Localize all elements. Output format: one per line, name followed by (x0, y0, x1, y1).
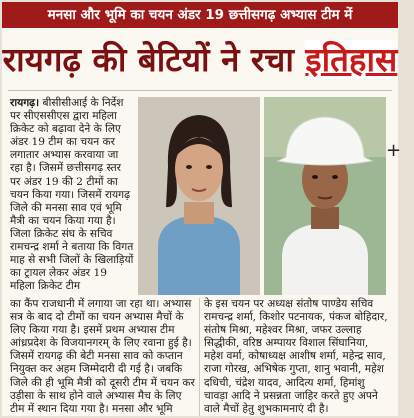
headline-highlight: इतिहास (305, 40, 398, 79)
headline (2, 32, 398, 88)
divider (8, 90, 392, 91)
newspaper-clipping (2, 2, 402, 416)
plus-sign: + (386, 140, 402, 161)
player-photo-1 (138, 97, 260, 295)
dateline: रायगढ़। (10, 97, 40, 109)
article-column-3: के इस चयन पर अध्यक्ष संतोष पाण्डेय सचिव रामचन्द्र शर्मा, किशोर पटनायक, पंकज बोहिदार, संतोष मिश्रा, महेश्वर मिश्रा, जफर उल्लाह सिद्धीकी, वरिष्ठ अम्पायर विशाल सिंघानिया, महेश वर्मा, कोषाध्यक्ष आशीष शर्मा, महेन्द्र साव, राजा गोरख, अभिषेक गुप्ता, शानु भवानी, महेश दधिची, चंद्रेश यादव, आदित्य शर्मा, हिमांशु चावड़ा आदि ने प्रसन्नता जाहिर करते हुए अपने वाले मैचों हेतु शुभकामनाएं दी है। (204, 298, 388, 415)
player-photo-2 (264, 97, 386, 295)
headline-main: रायगढ़ की बेटियों ने रचा (2, 40, 306, 79)
article-column-1 (10, 97, 134, 297)
article-column-2: का कैंप राजधानी में लगाया जा रहा था। अभ्यास सत्र के बाद दो टीमों का चयन अभ्यास मैचों के लिए किया गया है। इसमें प्रथम अभ्यास टीम आंध्रप्रदेश के विजयानगरम् के लिए रवाना हुई है। जिसमें रायगढ़ की बेटी मनसा साव को कप्तान नियुक्त कर अहम जिम्मेदारी दी गई है। जबकि जिले की ही भूमि मैत्री को दूसरी टीम में चयन कर उड़ीसा के साथ होने वाले अभ्यास मैच के लिए टीम में स्थान दिया गया है। मनसा और भूमि (10, 298, 195, 415)
column-divider (199, 298, 200, 416)
banner: मनसा और भूमि का चयन अंडर 19 छत्तीसगढ़ अभ्यास टीम में (2, 2, 398, 28)
article-column-1-text: बीसीसीआई के निर्देश पर सीएससीएस द्वारा महिला क्रिकेट को बढ़ावा देने के लिए अंडर 19 टीम का चयन कर लगातार अभ्यास करवाया जा रहा है। जिसमें छत्तीसगढ़ स्तर पर अंडर 19 की 2 टीमों का चयन किया गया। जिसमें रायगढ़ जिले की मनसा साव एवं भूमि मैत्री का चयन किया गया है। जिला क्रिकेट संघ के सचिव रामचन्द्र शर्मा ने बताया कि विगत माह से सभी जिलों के खिलाड़ियों का ट्रायल लेकर अंडर 19 महिला क्रिकेट टीम (10, 97, 134, 293)
